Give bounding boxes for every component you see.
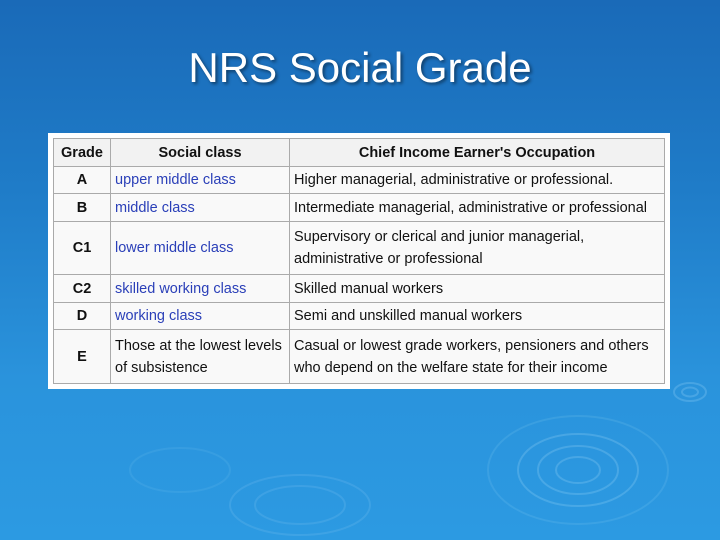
social-class-link[interactable]: working class [115,308,203,325]
table-row [54,194,665,221]
social-class-link[interactable]: skilled working class [115,280,247,297]
grade-cell: E [54,330,111,384]
table-row [54,221,665,275]
occupation-cell: Supervisory or clerical and junior managerial, administrative or professional [290,221,665,275]
social-grade-table-frame [48,133,670,389]
grade-cell: C2 [54,275,111,302]
social-class-text: Those at the lowest levels of subsistence [111,330,290,384]
slide-title: NRS Social Grade [188,44,532,91]
grade-cell: D [54,302,111,329]
grade-cell: B [54,194,111,221]
social-class-link[interactable]: upper middle class [115,172,236,189]
occupation-cell: Semi and unskilled manual workers [290,302,665,329]
social-class-link[interactable]: middle class [115,199,195,216]
table-row [54,275,665,302]
header-grade: Grade [54,139,111,167]
occupation-cell: Skilled manual workers [290,275,665,302]
social-grade-table [53,138,665,384]
grade-cell: C1 [54,221,111,275]
header-occupation: Chief Income Earner's Occupation [290,139,665,167]
table-header-row [54,139,665,167]
table-row [54,167,665,194]
table-row [54,302,665,329]
header-social-class: Social class [111,139,290,167]
social-class-link[interactable]: lower middle class [115,240,234,257]
grade-cell: A [54,167,111,194]
table-row [54,330,665,384]
occupation-cell: Casual or lowest grade workers, pensioners and others who depend on the welfare state for their income [290,330,665,384]
occupation-cell: Higher managerial, administrative or professional. [290,167,665,194]
occupation-cell: Intermediate managerial, administrative or professional [290,194,665,221]
